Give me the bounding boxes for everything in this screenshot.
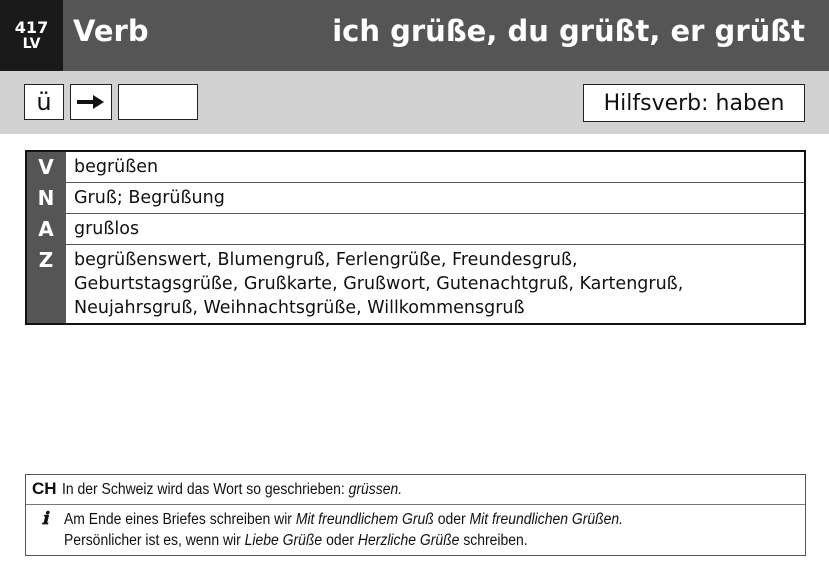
tip-part: oder bbox=[322, 532, 358, 549]
tip-icon: ℹ bbox=[41, 509, 49, 528]
word-class-label: Verb bbox=[73, 14, 149, 48]
tip-phrase: Herzliche Grüße bbox=[357, 532, 460, 549]
tip-phrase: Mit freundlichen Grüßen. bbox=[469, 511, 624, 528]
umlaut-box: ü bbox=[24, 84, 64, 120]
row-letter: V bbox=[27, 152, 65, 182]
auxiliary-verb-box: Hilfsverb: haben bbox=[583, 84, 805, 122]
entry-level: LV bbox=[22, 35, 41, 52]
tip-part: schreiben. bbox=[459, 532, 528, 549]
ch-label: CH bbox=[32, 479, 57, 498]
entry-header bbox=[0, 0, 829, 71]
tip-phrase: Liebe Grüße bbox=[244, 532, 323, 549]
word-family-row bbox=[27, 244, 804, 323]
row-content: begrüßenswert, Blumengruß, Ferlengrüße, Freundesgruß, Geburtstagsgrüße, Grußkarte, Grußwort, Gutenachtgruß, Kartengruß, Neujahrsgruß, Weihnachtsgrüße, Willkommensgruß bbox=[65, 245, 804, 323]
word-family-row bbox=[27, 152, 804, 182]
tip-part: Persönlicher ist es, wenn wir bbox=[64, 532, 245, 549]
row-content: grußlos bbox=[65, 214, 804, 244]
ch-note-text bbox=[62, 479, 402, 500]
notes-box bbox=[25, 474, 806, 556]
word-family-row bbox=[27, 213, 804, 244]
entry-number: 417 bbox=[14, 17, 49, 37]
tip-text bbox=[64, 509, 623, 551]
right-arrow-icon bbox=[77, 94, 105, 110]
row-content: Gruß; Begrüßung bbox=[65, 183, 804, 213]
row-content: begrüßen bbox=[65, 152, 804, 182]
row-letter: Z bbox=[27, 245, 65, 323]
word-family-table bbox=[25, 150, 806, 325]
swiss-spelling-note bbox=[26, 475, 805, 504]
tip-part: Am Ende eines Briefes schreiben wir bbox=[64, 511, 296, 528]
arrow-box bbox=[70, 84, 112, 120]
empty-box bbox=[118, 84, 198, 120]
row-letter: N bbox=[27, 183, 65, 213]
tip-part: oder bbox=[433, 511, 470, 528]
ch-word: grüssen. bbox=[348, 481, 402, 498]
word-family-row bbox=[27, 182, 804, 213]
ch-text: In der Schweiz wird das Wort so geschrieben: bbox=[61, 481, 345, 498]
conjugation-forms: ich grüße, du grüßt, er grüßt bbox=[332, 14, 805, 48]
entry-number-box bbox=[0, 0, 63, 71]
usage-tip-note bbox=[26, 504, 805, 555]
row-letter: A bbox=[27, 214, 65, 244]
tip-phrase: Mit freundlichem Gruß bbox=[295, 511, 434, 528]
